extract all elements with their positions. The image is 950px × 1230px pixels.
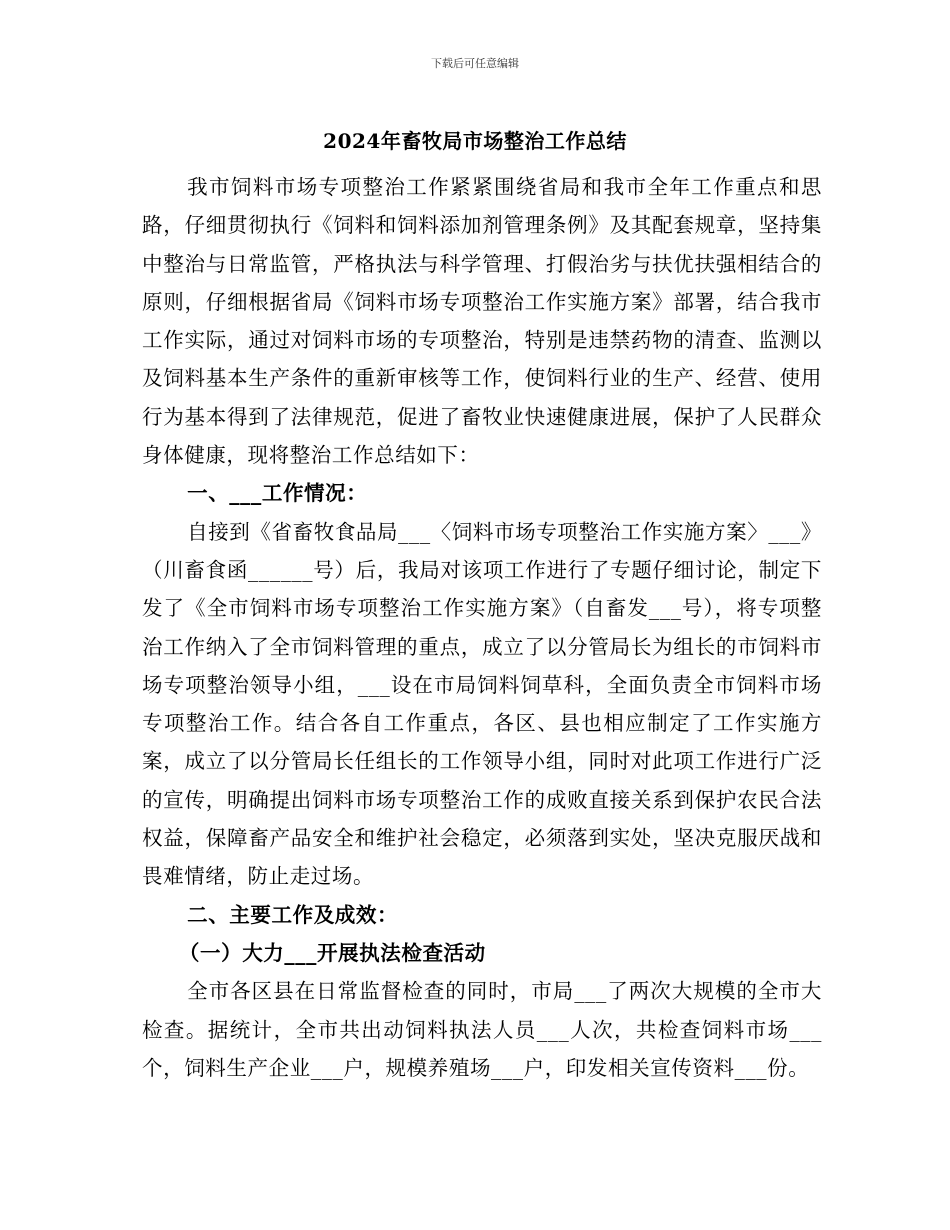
section-1-heading: 一、___工作情况： <box>187 481 368 506</box>
document-title: 2024年畜牧局市场整治工作总结 <box>323 129 627 153</box>
section-2-subheading-1: （一）大力___开展执法检查活动 <box>178 940 486 965</box>
section-2-heading: 二、主要工作及成效： <box>187 902 399 927</box>
section-2-sub-1-paragraph: 全市各区县在日常监督检查的同时，市局___了两次大规模的全市大检查。据统计，全市共出动饲料执法人员___人次，共检查饲料市场___个，饲料生产企业___户，规模养殖场___户，印发相关宣传资料___份。 <box>142 979 822 1080</box>
document-body <box>142 168 822 1087</box>
page-header-note: 下载后可任意编辑 <box>431 57 519 70</box>
intro-paragraph: 我市饲料市场专项整治工作紧紧围绕省局和我市全年工作重点和思路，仔细贯彻执行《饲料和饲料添加剂管理条例》及其配套规章，坚持集中整治与日常监管，严格执法与科学管理、打假治劣与扶优扶强相结合的原则，仔细根据省局《饲料市场专项整治工作实施方案》部署，结合我市工作实际，通过对饲料市场的专项整治，特别是违禁药物的清查、监测以及饲料基本生产条件的重新审核等工作，使饲料行业的生产、经营、使用行为基本得到了法律规范，促进了畜牧业快速健康进展，保护了人民群众身体健康，现将整治工作总结如下： <box>142 175 822 468</box>
section-1-paragraph: 自接到《省畜牧食品局___〈饲料市场专项整治工作实施方案〉___》（川畜食函______号）后，我局对该项工作进行了专题仔细讨论，制定下发了《全市饲料市场专项整治工作实施方案》（自畜发___号），将专项整治工作纳入了全市饲料管理的重点，成立了以分管局长为组长的市饲料市场专项整治领导小组，___设在市局饲料饲草科，全面负责全市饲料市场专项整治工作。结合各自工作重点，各区、县也相应制定了工作实施方案，成立了以分管局长任组长的工作领导小组，同时对此项工作进行广泛的宣传，明确提出饲料市场专项整治工作的成败直接关系到保护农民合法权益，保障畜产品安全和维护社会稳定，必须落到实处，坚决克服厌战和畏难情绪，防止走过场。 <box>142 519 822 889</box>
